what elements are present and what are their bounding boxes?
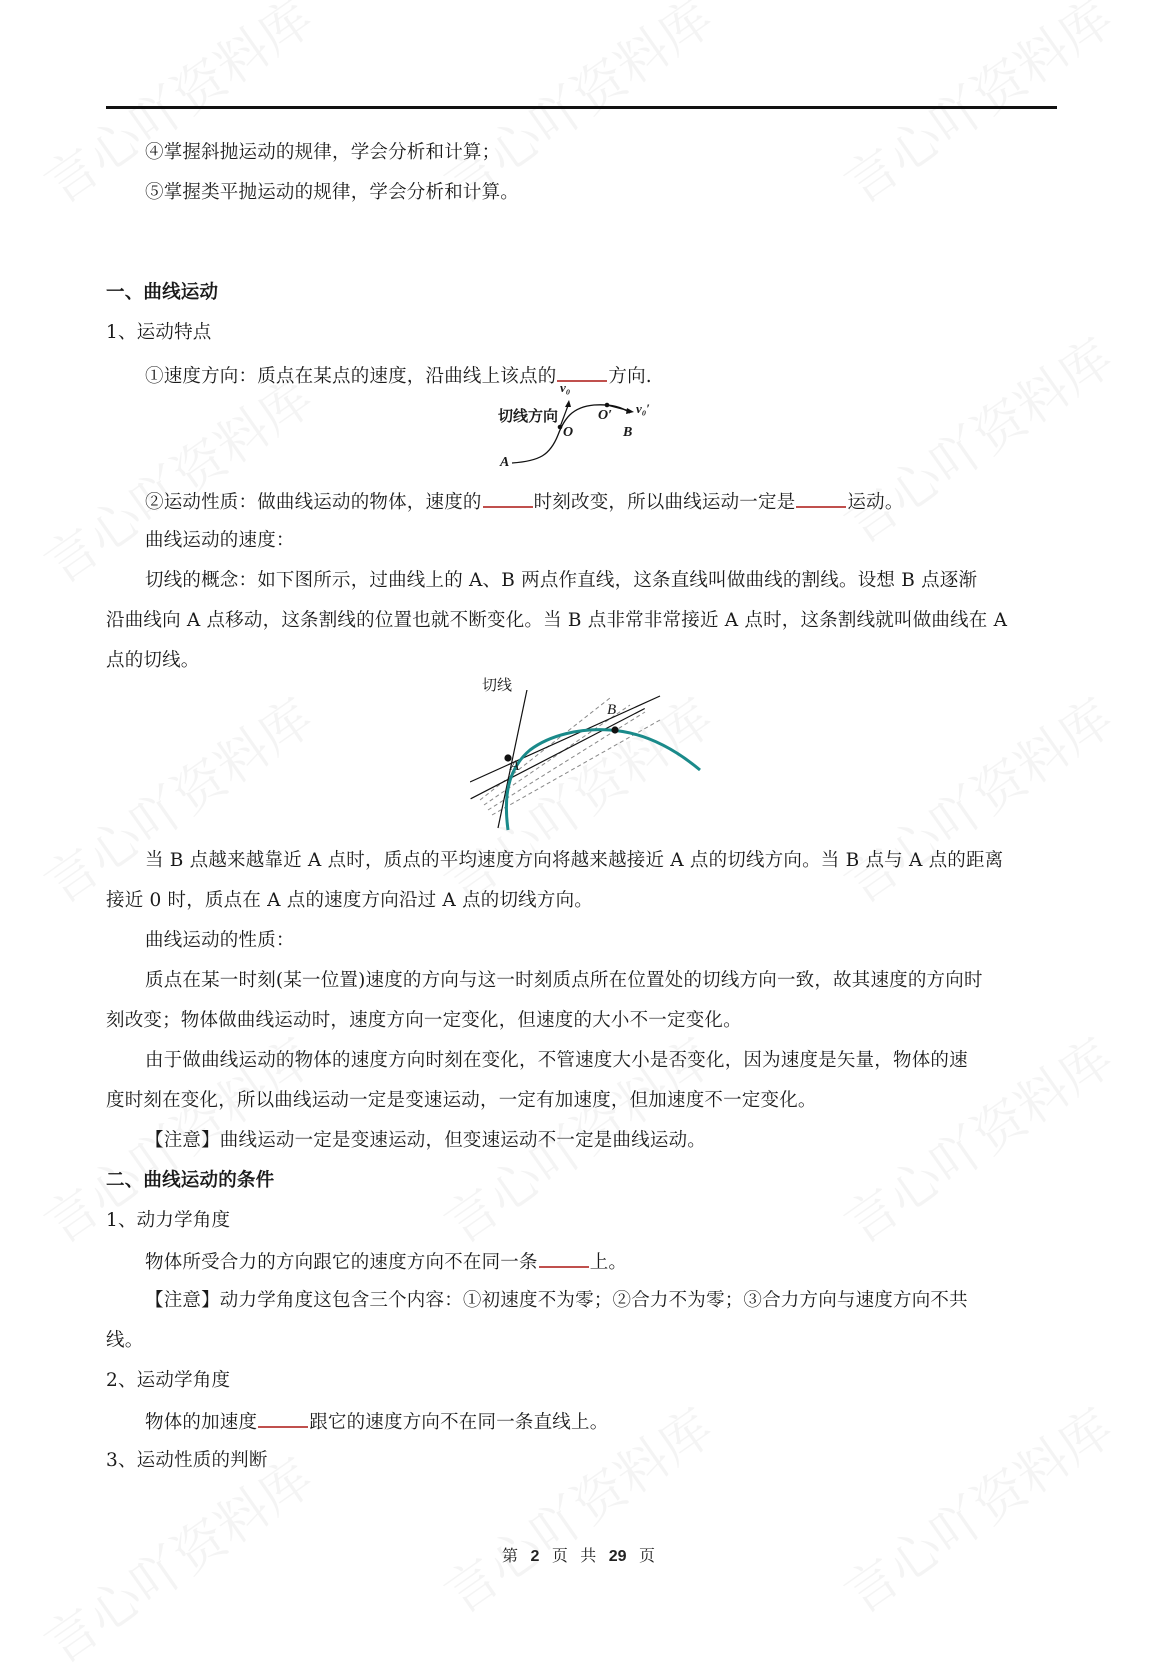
subsection-2-1-title: 1、动力学角度 <box>106 1210 231 1231</box>
label-O: O <box>563 425 574 440</box>
label-v0: v₀ <box>560 380 571 395</box>
item-text: 跟它的速度方向不在同一条直线上。 <box>309 1412 609 1433</box>
label-tangent-direction: 切线方向 <box>498 407 559 425</box>
section-2-title: 二、曲线运动的条件 <box>106 1170 275 1191</box>
velocity-heading: 曲线运动的速度： <box>145 530 295 551</box>
watermark <box>827 317 1126 557</box>
label-B: B <box>623 425 633 440</box>
page-number: 2 <box>530 1548 540 1565</box>
dynamics-condition <box>145 1248 627 1276</box>
header-rule <box>106 106 1057 109</box>
objective-5: ⑤掌握类平抛运动的规律，学会分析和计算。 <box>145 182 520 203</box>
fill-blank[interactable] <box>539 1248 589 1268</box>
label-A: A <box>510 758 520 774</box>
curve-diagram <box>490 385 690 475</box>
fill-blank[interactable] <box>483 488 533 508</box>
item-text: 方向. <box>608 366 652 387</box>
because-line-2: 度时刻在变化，所以曲线运动一定是变速运动，一定有加速度，但加速度不一定变化。 <box>106 1090 817 1111</box>
tangent-concept-line-2: 沿曲线向 A 点移动，这条割线的位置也就不断变化。当 B 点非常非常接近 A 点时，这条割线就叫做曲线在 A <box>106 610 1008 631</box>
item-text: 物体所受合力的方向跟它的速度方向不在同一条 <box>145 1252 538 1273</box>
label-B: B <box>607 702 617 718</box>
watermark <box>27 677 326 917</box>
objective-4: ④掌握斜抛运动的规律，学会分析和计算； <box>145 142 501 163</box>
secant-diagram <box>470 690 730 840</box>
tangent-concept-line-3: 点的切线。 <box>106 650 200 671</box>
subsection-2-2-title: 2、运动学角度 <box>106 1370 231 1391</box>
section-1-title: 一、曲线运动 <box>106 282 219 303</box>
item-text: 物体的加速度 <box>145 1412 258 1433</box>
tangent-secant-diagram <box>470 676 730 840</box>
item-text: ②运动性质：做曲线运动的物体，速度的 <box>145 492 482 513</box>
label-O-prime: O′ <box>598 408 613 423</box>
watermark <box>827 677 1126 917</box>
label-v0-prime: v₀′ <box>636 401 650 416</box>
because-line-1: 由于做曲线运动的物体的速度方向时刻在变化，不管速度大小是否变化，因为速度是矢量，物体的速 <box>145 1050 968 1071</box>
approach-line-1: 当 B 点越来越靠近 A 点时，质点的平均速度方向将越来越接近 A 点的切线方向。当 B 点与 A 点的距离 <box>145 850 1004 871</box>
note-1: 【注意】曲线运动一定是变速运动，但变速运动不一定是曲线运动。 <box>145 1130 707 1151</box>
footer-text: 页 <box>638 1548 655 1565</box>
fill-blank[interactable] <box>258 1408 308 1428</box>
subsection-1-1-title: 1、运动特点 <box>106 322 212 343</box>
note-2-line-1: 【注意】动力学角度这包含三个内容：①初速度不为零；②合力不为零；③合力方向与速度方向不共 <box>145 1290 968 1311</box>
nature-heading: 曲线运动的性质： <box>145 930 295 951</box>
watermark <box>827 1387 1126 1627</box>
approach-line-2: 接近 0 时，质点在 A 点的速度方向沿过 A 点的切线方向。 <box>106 890 593 911</box>
item-text: ①速度方向：质点在某点的速度，沿曲线上该点的 <box>145 366 557 387</box>
item-text: 运动。 <box>847 492 904 513</box>
note-2-line-2: 线。 <box>106 1330 144 1351</box>
tangent-concept-line-1: 切线的概念：如下图所示，过曲线上的 A、B 两点作直线，这条直线叫做曲线的割线。设想 B 点逐渐 <box>145 570 978 591</box>
page-footer <box>0 1543 1157 1566</box>
fill-blank[interactable] <box>796 488 846 508</box>
nature-line-1: 质点在某一时刻(某一位置)速度的方向与这一时刻质点所在位置处的切线方向一致，故其速度的方向时 <box>145 970 983 991</box>
watermark <box>27 357 326 597</box>
velocity-direction-diagram <box>490 380 690 475</box>
nature-line-2: 刻改变；物体做曲线运动时，速度方向一定变化，但速度的大小不一定变化。 <box>106 1010 742 1031</box>
fill-blank[interactable] <box>557 362 607 382</box>
label-tangent: 切线 <box>482 676 513 694</box>
item-text: 上。 <box>589 1252 628 1273</box>
item-text: 时刻改变，所以曲线运动一定是 <box>533 492 796 513</box>
motion-nature-item <box>145 488 904 516</box>
kinematics-condition <box>145 1408 608 1436</box>
footer-text: 第 <box>502 1548 519 1565</box>
footer-text: 页 共 <box>551 1548 597 1565</box>
total-pages: 29 <box>608 1548 627 1565</box>
subsection-2-3-title: 3、运动性质的判断 <box>106 1450 268 1471</box>
label-A: A <box>500 455 510 470</box>
